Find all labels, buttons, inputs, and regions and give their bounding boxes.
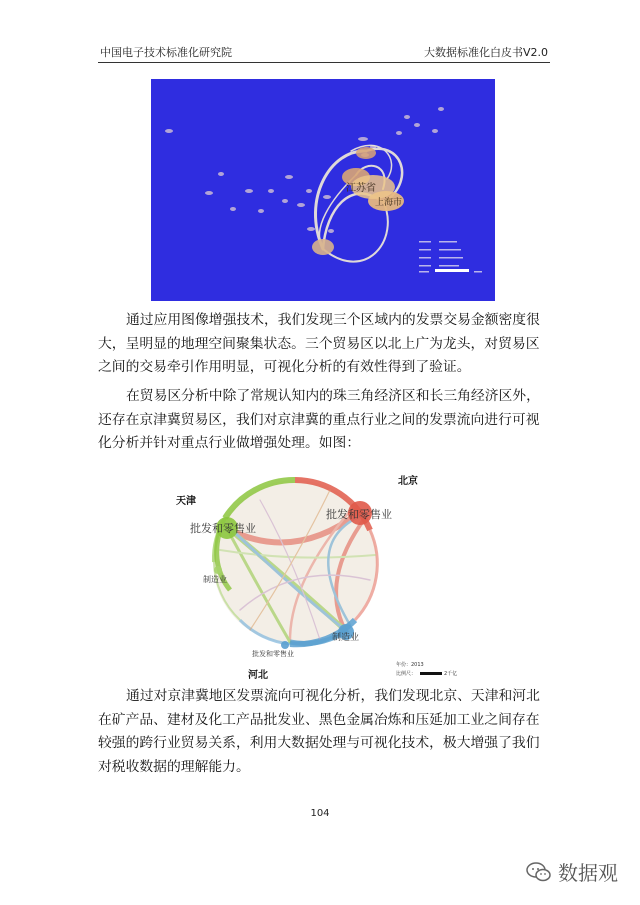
node-tj-wholesale: 批发和零售业 [190,522,256,535]
region-tianjin: 天津 [176,496,196,507]
legend-unit: 2千亿 [444,671,458,677]
chord-svg [170,470,460,680]
label-jiangsu: 江苏省 [346,183,376,194]
paragraph-1: 通过应用图像增强技术，我们发现三个区域内的发票交易金额密度很大，呈明显的地理空间聚集状态。三个贸易区以北上广为龙头，对贸易区之间的交易牵引作用明显，可视化分析的有效性得到了验证。 [98,312,540,375]
region-beijing: 北京 [398,476,418,487]
geo-flow-svg [151,79,495,301]
region-hebei: 河北 [248,670,268,680]
scale-bar [435,269,469,272]
header-right-title: 大数据标准化白皮书V2.0 [423,46,548,59]
node-bj-wholesale: 批发和零售业 [326,508,392,521]
header-left-title: 中国电子技术标准化研究院 [100,46,232,59]
paragraph-2: 在贸易区分析中除了常规认知内的珠三角经济区和长三角经济区外，还存在京津冀贸易区，我们对京津冀的重点行业之间的发票流向进行可视化分析并针对重点行业做增强处理。如图： [98,388,540,451]
label-shanghai: 上海市 [375,198,403,208]
node-tj-manufacturing: 制造业 [203,575,227,584]
page-number: 104 [310,808,330,819]
geo-flow-figure [151,79,495,301]
jingjinji-flow-figure [170,470,460,680]
legend-scale-bar [420,672,442,675]
watermark [526,857,618,886]
node-hb-manufacturing: 制造业 [332,633,360,643]
paragraph-3: 通过对京津冀地区发票流向可视化分析，我们发现北京、天津和河北在矿产品、建材及化工产品批发业、黑色金属冶炼和压延加工业之间存在较强的跨行业贸易关系，利用大数据处理与可视化技术，极大增强了我们对税收数据的理解能力。 [98,688,540,775]
watermark-text: 数据观 [558,861,618,885]
legend-year: 年份：2013 [396,662,424,668]
node-hb-wholesale: 批发和零售业 [252,650,294,658]
wechat-icon [526,861,552,883]
header-divider [98,62,550,63]
legend-scale: 比例尺： [396,671,417,677]
